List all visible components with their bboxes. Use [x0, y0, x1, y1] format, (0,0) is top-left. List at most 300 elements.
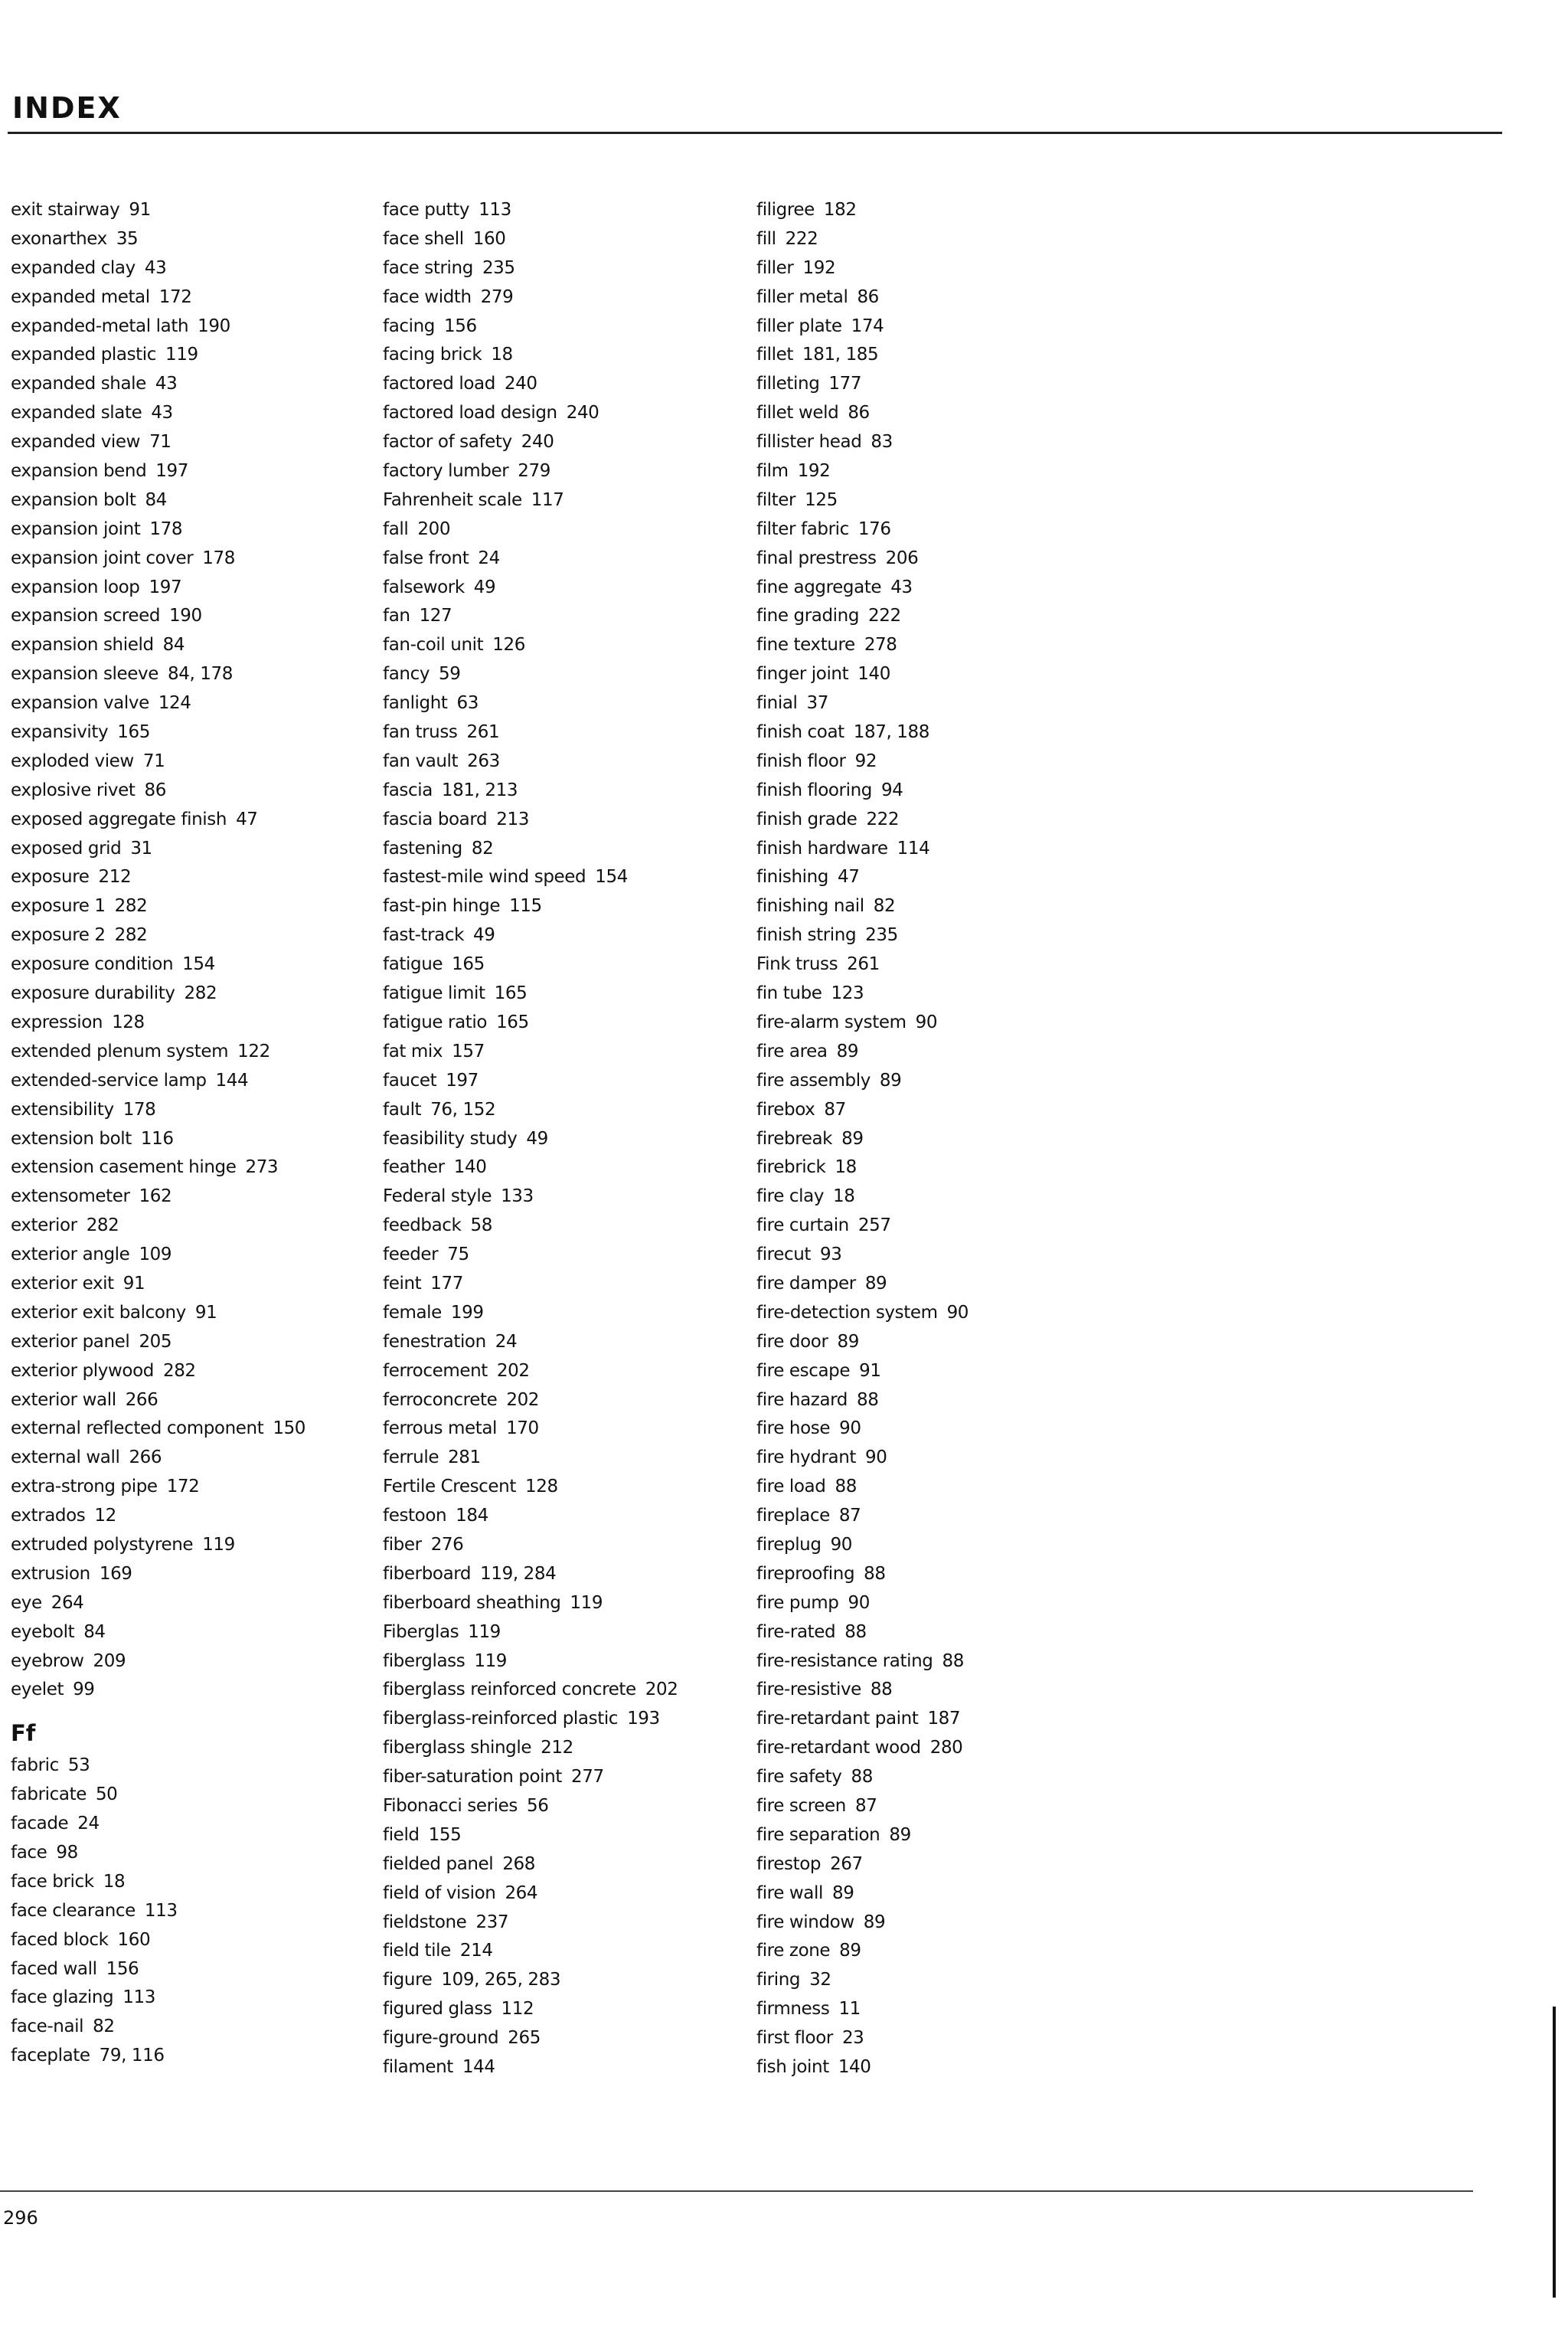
index-page-reference: 202 [506, 1389, 540, 1410]
index-entry [756, 1734, 1124, 1763]
index-entry [756, 1415, 1124, 1444]
index-term: exploded view [11, 751, 134, 771]
index-column-2 [383, 196, 750, 2082]
header-rule [8, 132, 1502, 134]
index-page-reference: 88 [835, 1477, 857, 1497]
index-term: finial [756, 693, 798, 714]
index-entry [11, 399, 378, 428]
index-entry [756, 457, 1124, 486]
index-page-reference: 11 [838, 1999, 861, 2020]
index-page-reference: 18 [833, 1186, 855, 1207]
index-page-reference: 119 [474, 1650, 508, 1671]
index-entry [11, 1926, 378, 1955]
index-entry [756, 1589, 1124, 1618]
index-page-reference: 128 [524, 1477, 558, 1497]
index-page-reference: 264 [505, 1882, 538, 1903]
index-entry [756, 428, 1124, 457]
index-term: fielded panel [383, 1853, 494, 1874]
index-entry [383, 1676, 750, 1705]
index-page-reference: 174 [851, 316, 884, 336]
index-term: extrados [11, 1506, 86, 1526]
index-entry [383, 747, 750, 777]
index-page-reference: 53 [67, 1755, 90, 1776]
index-entry [383, 631, 750, 660]
index-term: exposure 2 [11, 925, 106, 946]
index-page-reference: 90 [946, 1302, 969, 1323]
index-entry [756, 196, 1124, 225]
index-page-reference: 127 [419, 606, 452, 626]
index-entry [383, 863, 750, 892]
index-term: fanlight [383, 693, 448, 714]
page-number: 296 [3, 2207, 38, 2229]
index-entry [11, 1096, 378, 1125]
index-page-reference: 281 [448, 1447, 481, 1468]
index-page-reference: 165 [452, 954, 485, 975]
index-entry [11, 1781, 378, 1810]
index-page-reference: 265 [508, 2028, 541, 2049]
index-page-reference: 199 [450, 1302, 484, 1323]
index-term: fire pump [756, 1592, 839, 1613]
index-term: fire window [756, 1912, 854, 1932]
index-term: filler metal [756, 286, 848, 307]
index-page-reference: 214 [459, 1941, 493, 1961]
index-entry [383, 892, 750, 921]
index-entry [383, 486, 750, 515]
index-entry [11, 1984, 378, 2013]
index-entry [11, 689, 378, 718]
index-term: expanded plastic [11, 345, 157, 365]
index-page-reference: 187, 188 [853, 722, 929, 743]
index-term: ferrocement [383, 1360, 488, 1381]
index-entry [756, 254, 1124, 283]
index-term: feeder [383, 1245, 439, 1265]
index-term: Fibonacci series [383, 1795, 518, 1816]
index-term: extrusion [11, 1563, 90, 1584]
index-term: firebrick [756, 1157, 826, 1178]
index-page-reference: 278 [864, 635, 897, 656]
index-term: ferrous metal [383, 1418, 498, 1439]
index-page-reference: 82 [93, 2017, 115, 2037]
index-entry [11, 1386, 378, 1415]
index-term: exposed grid [11, 838, 122, 859]
index-term: fan [383, 606, 410, 626]
index-entry [756, 602, 1124, 631]
index-term: expanded metal [11, 286, 150, 307]
index-term: firestop [756, 1853, 822, 1874]
index-page-reference: 89 [832, 1882, 854, 1903]
index-entry [383, 1618, 750, 1647]
index-term: expansion loop [11, 577, 140, 597]
index-term: expanded-metal lath [11, 316, 189, 336]
index-entry [383, 225, 750, 254]
index-term: face putty [383, 200, 470, 220]
index-entry [383, 1038, 750, 1067]
index-entry [383, 1647, 750, 1676]
index-page-reference: 235 [482, 257, 515, 278]
index-term: face-nail [11, 2017, 84, 2037]
index-page-reference: 18 [835, 1157, 857, 1178]
index-entry [11, 921, 378, 950]
index-term: festoon [383, 1506, 447, 1526]
index-term: feint [383, 1273, 422, 1294]
index-term: external reflected component [11, 1418, 264, 1439]
index-page-reference: 83 [871, 432, 893, 453]
index-page-reference: 89 [889, 1824, 911, 1845]
index-term: exposure condition [11, 954, 174, 975]
index-term: facing brick [383, 345, 482, 365]
index-term: fire assembly [756, 1070, 871, 1091]
index-term: facing [383, 316, 436, 336]
index-entry [11, 486, 378, 515]
index-page-reference: 205 [139, 1331, 172, 1352]
index-entry [756, 806, 1124, 835]
index-term: finish floor [756, 751, 846, 771]
index-term: fire escape [756, 1360, 851, 1381]
index-page-reference: 98 [56, 1842, 78, 1863]
index-entry [11, 2013, 378, 2042]
index-entry [383, 283, 750, 312]
index-term: fan truss [383, 722, 458, 743]
index-term: fabricate [11, 1784, 87, 1805]
index-term: fiberglass reinforced concrete [383, 1680, 636, 1700]
index-page-reference: 209 [93, 1650, 126, 1671]
index-page-reference: 90 [839, 1418, 861, 1439]
index-entry [11, 312, 378, 342]
index-term: faceplate [11, 2046, 90, 2066]
index-entry [11, 631, 378, 660]
index-term: filter fabric [756, 518, 849, 539]
index-term: field [383, 1824, 420, 1845]
index-page-reference: 279 [480, 286, 514, 307]
index-entry [11, 1241, 378, 1270]
index-entry [11, 1357, 378, 1386]
index-entry [11, 660, 378, 689]
index-entry [383, 1502, 750, 1531]
index-page-reference: 88 [864, 1563, 886, 1584]
index-page-reference: 47 [236, 809, 258, 829]
index-page-reference: 240 [566, 403, 599, 424]
index-entry [756, 1531, 1124, 1560]
index-page-reference: 63 [456, 693, 479, 714]
index-page-reference: 86 [848, 403, 870, 424]
index-entry [756, 399, 1124, 428]
index-entry [383, 1125, 750, 1154]
index-entry [11, 863, 378, 892]
index-entry [383, 1212, 750, 1241]
index-term: fiberglass shingle [383, 1738, 532, 1758]
index-page-reference: 172 [166, 1477, 200, 1497]
index-term: expanded slate [11, 403, 142, 424]
index-term: field of vision [383, 1882, 496, 1903]
index-term: fine grading [756, 606, 860, 626]
index-entry [11, 1531, 378, 1560]
index-entry [383, 835, 750, 864]
index-entry [11, 1955, 378, 1984]
index-entry [11, 2042, 378, 2071]
index-entry [383, 1821, 750, 1850]
index-entry [11, 950, 378, 980]
index-page-reference: 117 [531, 489, 564, 510]
index-page-reference: 43 [151, 403, 173, 424]
index-term: extended-service lamp [11, 1070, 207, 1091]
index-entry [383, 1560, 750, 1589]
index-term: expansion valve [11, 693, 149, 714]
index-entry [756, 1299, 1124, 1328]
index-entry [383, 1009, 750, 1038]
index-page-reference: 124 [158, 693, 191, 714]
index-page-reference: 123 [831, 983, 864, 1004]
index-entry [11, 341, 378, 370]
index-term: fillister head [756, 432, 862, 453]
index-term: expansion bolt [11, 489, 136, 510]
index-page-reference: 89 [863, 1912, 886, 1932]
index-term: expansion shield [11, 635, 154, 656]
index-page-reference: 282 [114, 896, 148, 917]
index-term: fatigue [383, 954, 443, 975]
index-page-reference: 140 [838, 2057, 871, 2077]
index-page-reference: 119 [570, 1592, 603, 1613]
index-term: fireplace [756, 1506, 830, 1526]
index-entry [756, 1328, 1124, 1357]
index-term: fast-pin hinge [383, 896, 501, 917]
index-term: finger joint [756, 664, 849, 685]
index-page-reference: 88 [870, 1680, 893, 1700]
index-term: fillet [756, 345, 794, 365]
index-page-reference: 150 [273, 1418, 306, 1439]
index-entry [756, 1879, 1124, 1909]
index-entry [756, 1009, 1124, 1038]
index-term: filigree [756, 200, 815, 220]
index-page-reference: 128 [112, 1012, 145, 1032]
index-page-reference: 206 [885, 548, 919, 568]
index-entry [756, 486, 1124, 515]
index-entry [756, 1821, 1124, 1850]
index-term: fin tube [756, 983, 822, 1004]
index-page-reference: 87 [838, 1506, 861, 1526]
index-term: field tile [383, 1941, 451, 1961]
index-entry [11, 196, 378, 225]
index-entry [383, 399, 750, 428]
index-page-reference: 169 [99, 1563, 132, 1584]
index-page-reference: 261 [847, 954, 880, 975]
index-entry [756, 545, 1124, 574]
index-page-reference: 187 [927, 1709, 961, 1729]
index-term: exterior angle [11, 1245, 130, 1265]
index-page-reference: 160 [117, 1929, 151, 1950]
index-entry [383, 1153, 750, 1182]
index-page-reference: 84 [145, 489, 167, 510]
index-term: eyelet [11, 1680, 64, 1700]
index-entry [383, 1096, 750, 1125]
index-page-reference: 144 [462, 2057, 495, 2077]
index-entry [11, 718, 378, 747]
index-entry [756, 370, 1124, 399]
index-page-reference: 88 [942, 1650, 964, 1671]
index-column-3 [756, 196, 1124, 2082]
index-term: fiber-saturation point [383, 1767, 562, 1788]
index-page-reference: 71 [142, 751, 165, 771]
index-entry [11, 1009, 378, 1038]
index-entry [756, 777, 1124, 806]
index-entry [11, 1415, 378, 1444]
index-page-reference: 89 [841, 1128, 864, 1149]
index-page-reference: 193 [627, 1709, 660, 1729]
index-page-reference: 156 [106, 1958, 139, 1979]
index-page-reference: 181, 213 [441, 780, 518, 800]
index-entry [756, 1270, 1124, 1299]
index-term: exit stairway [11, 200, 120, 220]
index-page-reference: 268 [502, 1853, 536, 1874]
index-term: fire wall [756, 1882, 823, 1903]
index-term: fiberglass [383, 1650, 466, 1671]
index-entry [11, 1153, 378, 1182]
index-entry [756, 950, 1124, 980]
index-term: facade [11, 1814, 69, 1834]
index-term: exterior panel [11, 1331, 130, 1352]
index-term: finish grade [756, 809, 858, 829]
index-page-reference: 47 [837, 867, 860, 888]
index-entry [383, 1328, 750, 1357]
index-entry [383, 1995, 750, 2024]
index-page-reference: 155 [428, 1824, 462, 1845]
index-term: face brick [11, 1871, 94, 1892]
index-term: fan-coil unit [383, 635, 484, 656]
index-entry [383, 1415, 750, 1444]
index-term: Fiberglas [383, 1621, 459, 1642]
index-entry [11, 1868, 378, 1897]
index-entry [383, 1589, 750, 1618]
index-page-reference: 197 [446, 1070, 479, 1091]
index-term: exposure durability [11, 983, 175, 1004]
index-term: expansion sleeve [11, 664, 158, 685]
index-entry [11, 1839, 378, 1868]
index-term: factor of safety [383, 432, 512, 453]
index-page-reference: 212 [98, 867, 132, 888]
index-term: Fertile Crescent [383, 1477, 516, 1497]
index-entry [756, 1705, 1124, 1734]
index-page-reference: 89 [836, 1041, 859, 1061]
index-entry [383, 1357, 750, 1386]
index-page-reference: 93 [820, 1245, 842, 1265]
index-entry [756, 1182, 1124, 1212]
index-page-reference: 12 [94, 1506, 116, 1526]
index-page-reference: 279 [518, 461, 550, 482]
index-page-reference: 277 [570, 1767, 604, 1788]
index-entry [11, 225, 378, 254]
index-term: fire separation [756, 1824, 880, 1845]
index-term: firebox [756, 1099, 815, 1120]
index-entry [11, 428, 378, 457]
index-term: fire clay [756, 1186, 825, 1207]
index-term: firmness [756, 1999, 830, 2020]
index-term: fiberboard sheathing [383, 1592, 561, 1613]
index-page-reference: 43 [155, 374, 178, 394]
index-page-reference: 202 [496, 1360, 530, 1381]
index-entry [756, 1995, 1124, 2024]
index-page-reference: 87 [854, 1795, 877, 1816]
page-title: INDEX [12, 91, 122, 125]
index-term: expanded shale [11, 374, 146, 394]
index-term: eyebolt [11, 1621, 75, 1642]
index-term: face [11, 1842, 47, 1863]
index-page-reference: 113 [144, 1900, 178, 1921]
index-page-reference: 178 [202, 548, 235, 568]
index-term: exterior [11, 1215, 77, 1236]
index-page-reference: 37 [806, 693, 829, 714]
index-page-reference: 119 [468, 1621, 501, 1642]
index-page-reference: 94 [880, 780, 903, 800]
index-page-reference: 182 [823, 200, 857, 220]
index-term: expansion joint [11, 518, 141, 539]
index-entry [11, 1038, 378, 1067]
index-term: face clearance [11, 1900, 136, 1921]
index-entry [11, 835, 378, 864]
index-page-reference: 212 [541, 1738, 573, 1758]
index-page-reference: 276 [430, 1534, 464, 1555]
index-page-reference: 156 [444, 316, 477, 336]
index-entry [756, 574, 1124, 603]
index-entry [11, 1502, 378, 1531]
index-page-reference: 264 [51, 1592, 84, 1613]
index-term: fire safety [756, 1767, 842, 1788]
index-term: figure [383, 1970, 433, 1990]
index-term: ferroconcrete [383, 1389, 498, 1410]
index-entry [756, 1937, 1124, 1966]
index-term: exposed aggregate finish [11, 809, 227, 829]
index-term: factored load [383, 374, 495, 394]
index-entry [383, 2024, 750, 2053]
index-term: firecut [756, 1245, 812, 1265]
index-term: fill [756, 228, 776, 249]
index-page-reference: 91 [122, 1273, 145, 1294]
index-term: expansivity [11, 722, 109, 743]
index-entry [11, 777, 378, 806]
index-page-reference: 119, 284 [480, 1563, 557, 1584]
index-entry [383, 1067, 750, 1096]
index-entry [383, 777, 750, 806]
index-entry [11, 602, 378, 631]
index-page-reference: 49 [526, 1128, 548, 1149]
index-entry [756, 1966, 1124, 1995]
index-term: fire hose [756, 1418, 831, 1439]
index-page-reference: 109 [139, 1245, 172, 1265]
index-term: face string [383, 257, 473, 278]
index-page-reference: 43 [890, 577, 913, 597]
index-page-reference: 90 [865, 1447, 887, 1468]
index-page-reference: 267 [830, 1853, 863, 1874]
index-entry [756, 835, 1124, 864]
index-entry [756, 283, 1124, 312]
index-entry [383, 1879, 750, 1909]
index-term: extended plenum system [11, 1041, 229, 1061]
index-page-reference: 75 [447, 1245, 469, 1265]
index-term: fieldstone [383, 1912, 467, 1932]
index-entry [383, 950, 750, 980]
index-entry [383, 602, 750, 631]
index-term: finishing [756, 867, 828, 888]
index-page-reference: 177 [430, 1273, 463, 1294]
index-entry [11, 1067, 378, 1096]
index-term: exterior exit [11, 1273, 114, 1294]
index-page-reference: 35 [116, 228, 139, 249]
index-page-reference: 87 [824, 1099, 846, 1120]
index-term: factored load design [383, 403, 557, 424]
index-page-reference: 109, 265, 283 [441, 1970, 561, 1990]
index-entry [11, 1444, 378, 1473]
index-term: falsework [383, 577, 465, 597]
index-entry [383, 428, 750, 457]
index-entry [383, 341, 750, 370]
